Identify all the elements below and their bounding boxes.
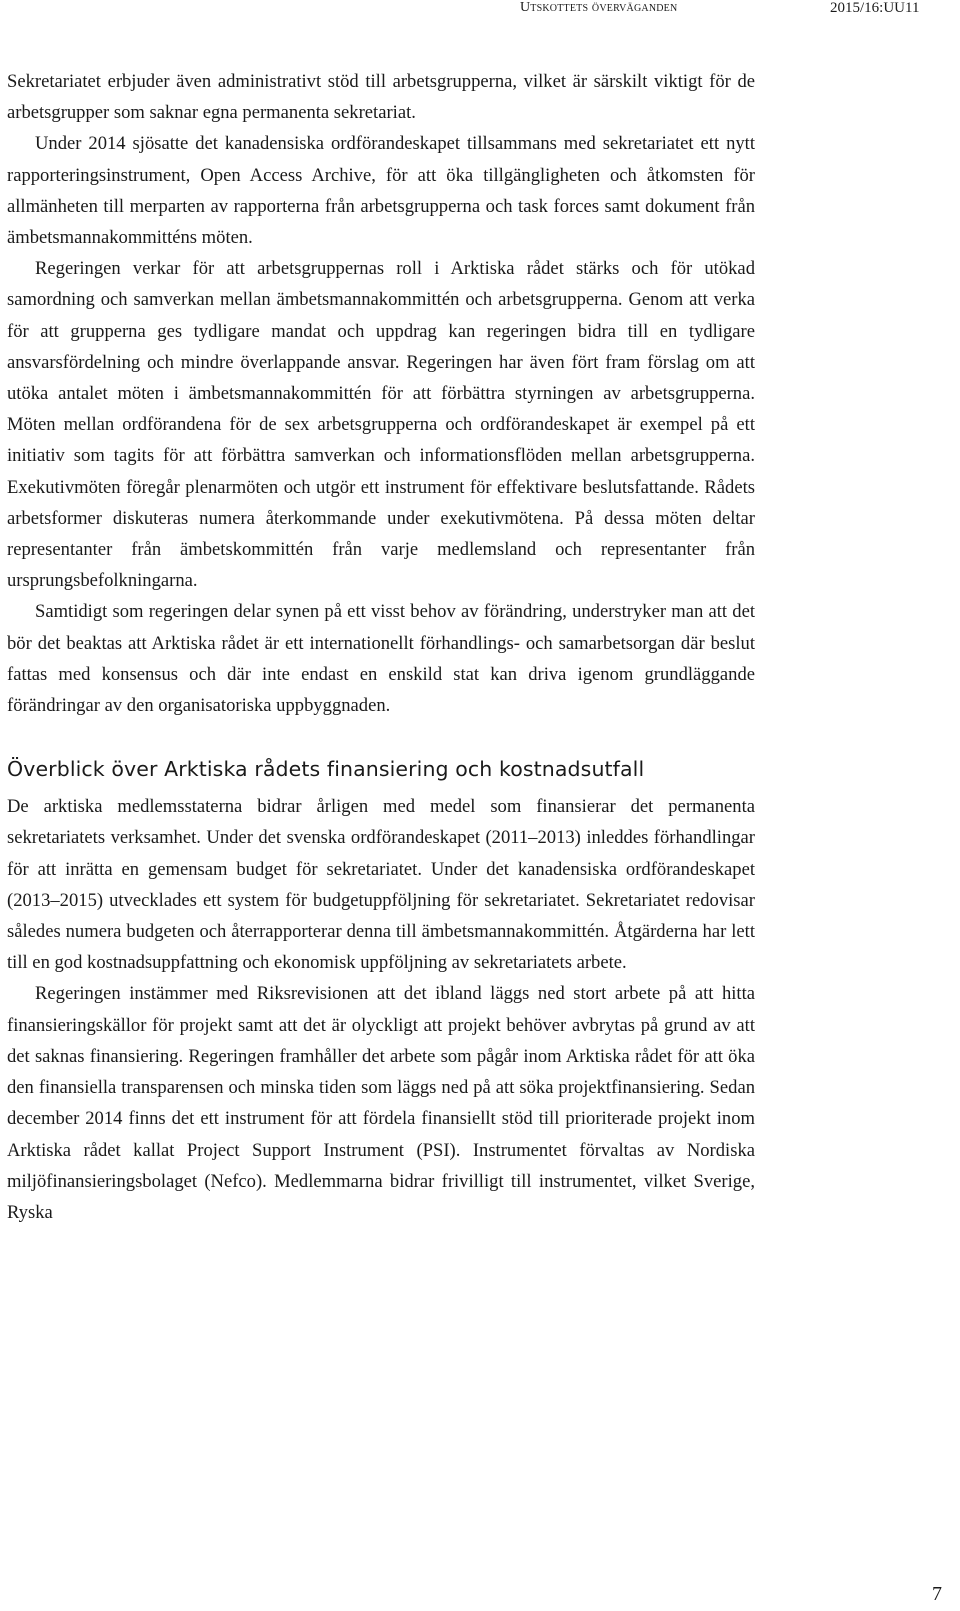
running-header [0, 0, 960, 20]
header-document-id: 2015/16:UU11 [830, 0, 920, 16]
paragraph-consensus-body: Samtidigt som regeringen delar synen på ett visst behov av förändring, understryker man att det bör det beaktas att Arktiska rådet är ett internationellt förhandlings- och samarbetsorgan där beslut fattas med konsensus och där inte endast en enskild stat kan driva igenom grundläggande förändringar av den organisatoriska uppbyggnaden. [7, 601, 755, 717]
paragraph-member-funding: De arktiska medlemsstaterna bidrar årligen med medel som finansierar det permanenta sekretariatets verksamhet. Under det svenska ordförandeskapet (2011–2013) inleddes förhandlingar för att inrätta en gemensam budget för sekretariatet. Under det kanadensiska ordförandeskapet (2013–2015) utvecklades ett system för budgetuppföljning för sekretariatet. Sekretariatet redovisar således numera budgeten och återrapporterar denna till ämbetsmannakommittén. Åtgärderna har lett till en god kostnadsuppfattning och ekonomisk uppföljning av sekretariatets arbete. [7, 796, 755, 974]
page-number: 7 [932, 1583, 942, 1605]
paragraph-project-support-instrument: Regeringen instämmer med Riksrevisionen att det ibland läggs ned stort arbete på att hitta finansieringskällor för projekt samt att det är olyckligt att projekt behöver avbrytas på grund av att det saknas finansiering. Regeringen framhåller det arbete som pågår inom Arktiska rådet för att öka den finansiella transparensen och minska tiden som läggs ned på att söka projektfinansiering. Sedan december 2014 finns det ett instrument för att fördela finansiellt stöd till prioriterade projekt inom Arktiska rådet kallat Project Support Instrument (PSI). Instrumentet förvaltas av Nordiska miljöfinansieringsbolaget (Nefco). Medlemmarna bidrar frivilligt till instrumentet, vilket Sverige, Ryska [7, 983, 755, 1223]
document-body [7, 66, 755, 1228]
section-heading-financing: Överblick över Arktiska rådets finansiering och kostnadsutfall [7, 757, 645, 782]
paragraph-secretariat-support: Sekretariatet erbjuder även administrativt stöd till arbetsgrupperna, vilket är särskilt viktigt för de arbetsgrupper som saknar egna permanenta sekretariat. [7, 71, 755, 124]
paragraph-working-groups-role: Regeringen verkar för att arbetsgruppernas roll i Arktiska rådet stärks och för utökad samordning och samverkan mellan ämbetsmannakommittén och arbetsgrupperna. Genom att verka för att grupperna ges tydligare mandat och uppdrag kan regeringen bidra till en tydligare ansvarsfördelning och mindre överlappande ansvar. Regeringen har även fört fram förslag om att utöka antalet möten i ämbetsmannakommittén för att förbättra styrningen av arbetsgrupperna. Möten mellan ordförandena för de sex arbetsgrupperna och ordförandeskapet är exempel på ett initiativ som tagits för att förbättra samverkan och informationsflöden mellan arbetsgrupperna. Exekutivmöten föregår plenarmöten och utgör ett instrument för effektivare beslutsfattande. Rådets arbetsformer diskuteras numera återkommande under exekutivmötena. På dessa möten deltar representanter från ämbetskommittén från varje medlemsland och representanter från ursprungsbefolkningarna. [7, 258, 755, 592]
header-section-title: Utskottets överväganden [520, 0, 678, 15]
paragraph-open-access-archive: Under 2014 sjösatte det kanadensiska ordförandeskapet tillsammans med sekretariatet ett nytt rapporteringsinstrument, Open Access Archive, för att öka tillgängligheten och åtkomsten för allmänheten till merparten av rapporterna från arbetsgrupperna och task forces samt dokument från ämbetsmannakommitténs möten. [7, 133, 755, 249]
